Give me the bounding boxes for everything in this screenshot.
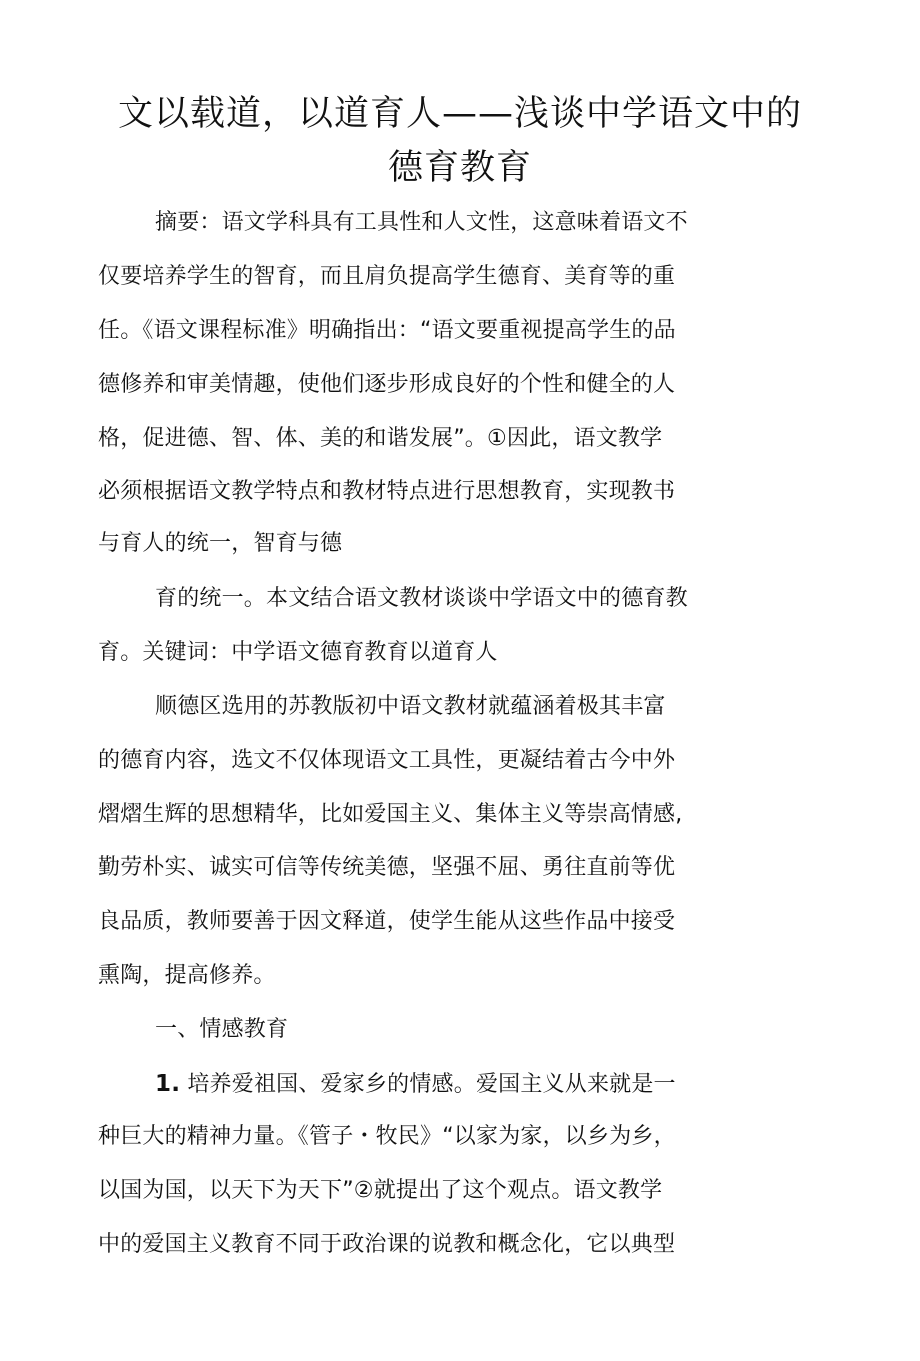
intro-line-5: 良品质，教师要善于因文释道，使学生能从这些作品中接受 [98,909,676,934]
abstract-line-2: 仅要培养学生的智育，而且肩负提高学生德育、美育等的重 [98,264,676,289]
abstract-line-8: 育的统一。本文结合语文教材谈谈中学语文中的德育教 [155,586,688,611]
title-line-2: 德育教育 [387,148,532,188]
item-number: 1. [155,1071,181,1097]
item-1-line-2: 种巨大的精神力量。《管子・牧民》“以家为家，以乡为乡， [98,1124,676,1149]
intro-line-4: 勤劳朴实、诚实可信等传统美德，坚强不屈、勇往直前等优 [98,855,676,880]
intro-line-3: 熠熠生辉的思想精华，比如爱国主义、集体主义等崇高情感, [98,802,683,827]
keywords-line: 育。关键词：中学语文德育教育以道育人 [98,640,498,665]
intro-line-2: 的德育内容，选文不仅体现语文工具性，更凝结着古今中外 [98,748,676,773]
abstract-line-6: 必须根据语文教学特点和教材特点进行思想教育，实现教书 [98,479,676,504]
abstract-line-4: 德修养和审美情趣，使他们逐步形成良好的个性和健全的人 [98,372,676,397]
abstract-line-5: 格，促进德、智、体、美的和谐发展”。①因此，语文教学 [98,426,663,451]
intro-line-6: 熏陶，提高修养。 [98,963,276,988]
item-1-text: 培养爱祖国、爱家乡的情感。爱国主义从来就是一 [187,1072,676,1097]
item-1-line-4: 中的爱国主义教育不同于政治课的说教和概念化，它以典型 [98,1232,676,1257]
abstract-line-1: 摘要：语文学科具有工具性和人文性，这意味着语文不 [155,210,688,235]
abstract-line-3: 任。《语文课程标准》明确指出：“语文要重视提高学生的品 [98,318,676,343]
abstract-line-7: 与育人的统一，智育与德 [98,531,343,556]
intro-line-1: 顺德区选用的苏教版初中语文教材就蕴涵着极其丰富 [155,694,666,719]
title-line-1: 文以载道，以道育人——浅谈中学语文中的 [117,94,802,134]
item-1-line-3: 以国为国，以天下为天下”②就提出了这个观点。语文教学 [98,1178,663,1203]
section-heading: 一、情感教育 [155,1017,289,1042]
item-1-line-1 [155,1069,676,1100]
